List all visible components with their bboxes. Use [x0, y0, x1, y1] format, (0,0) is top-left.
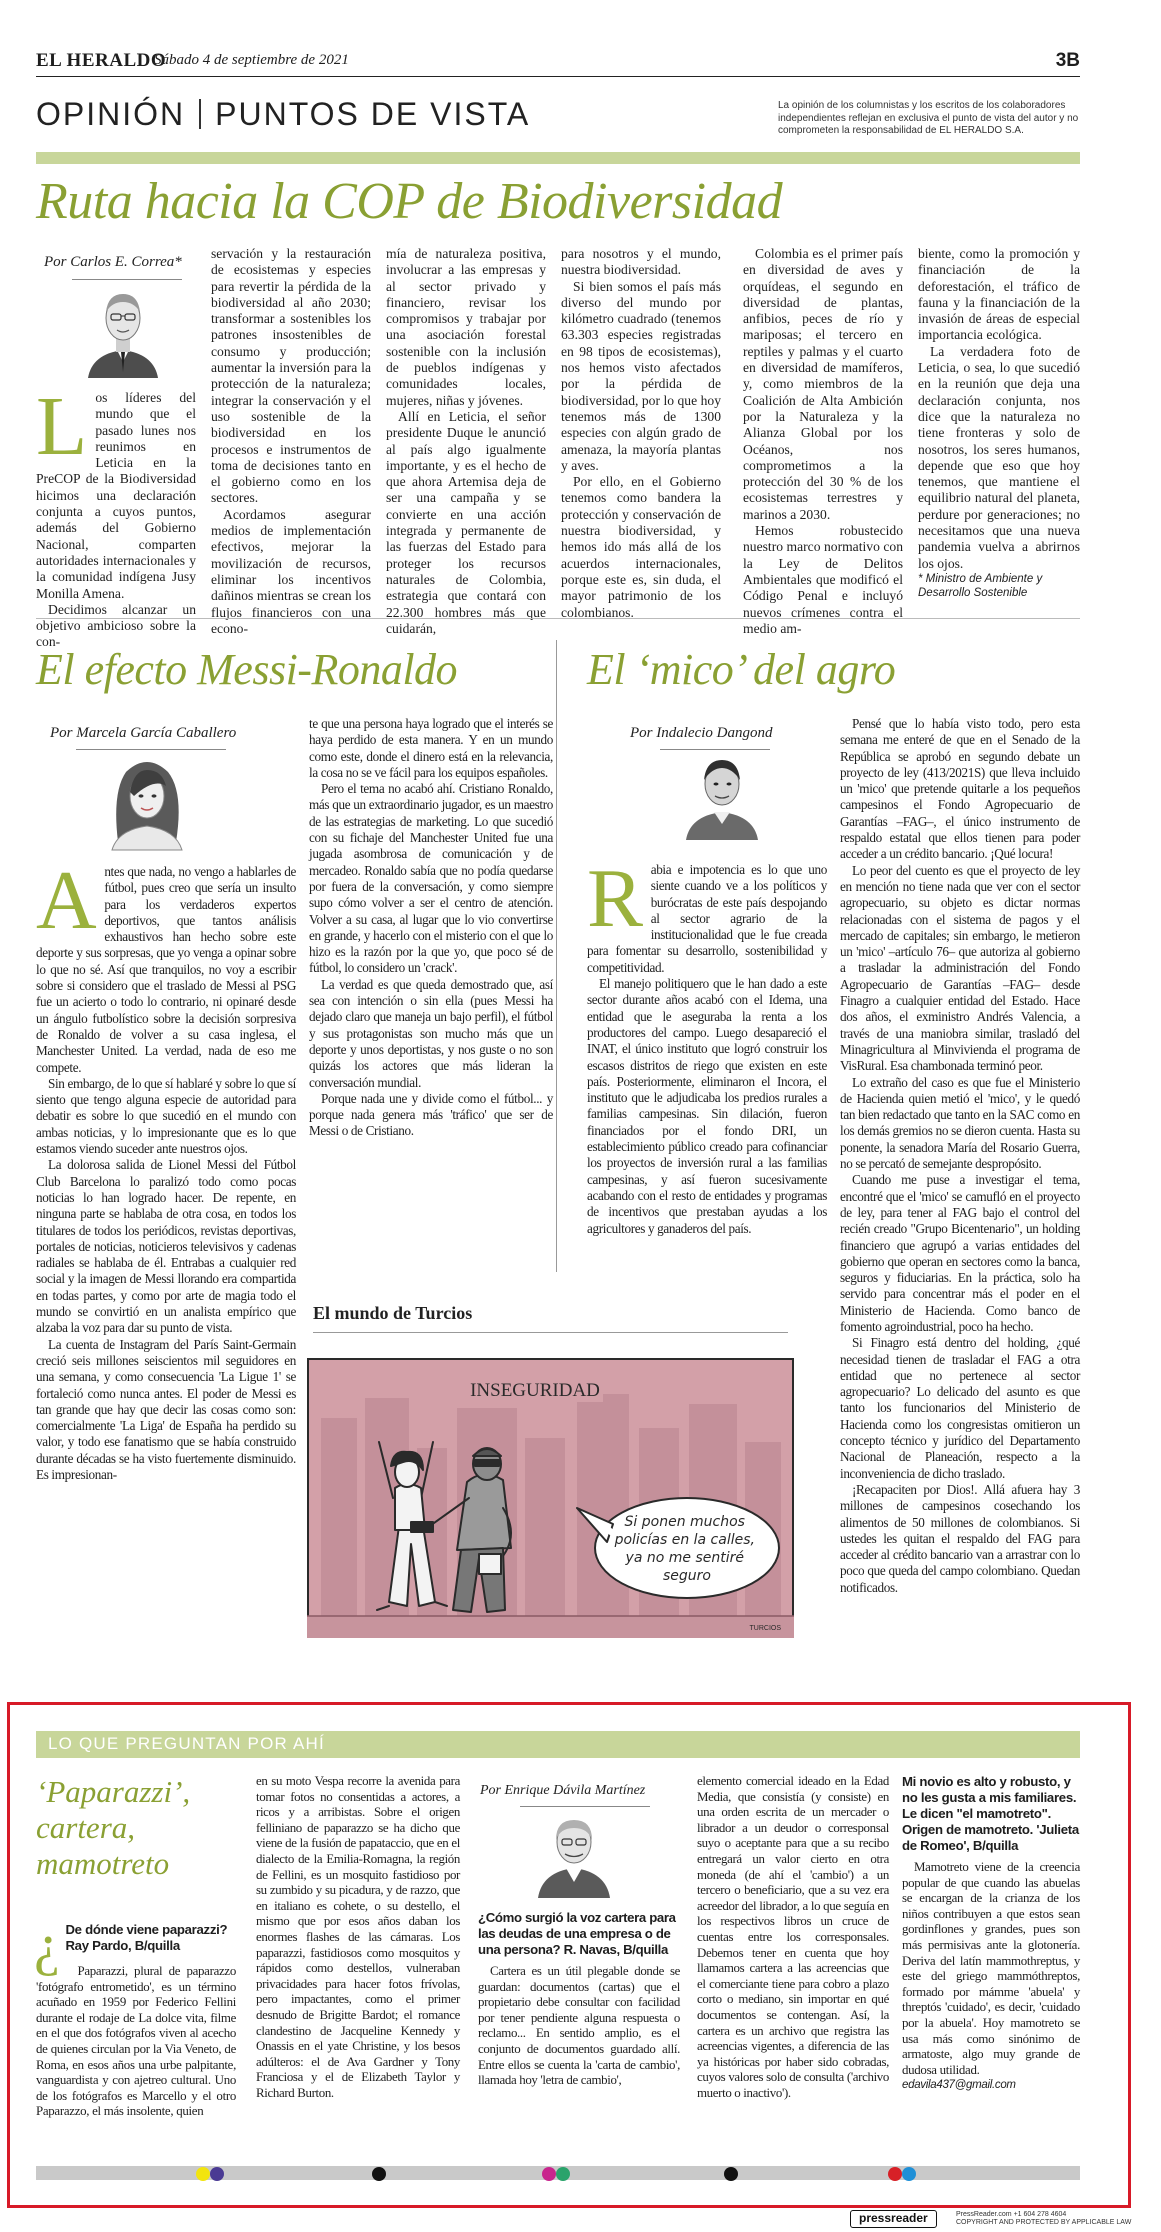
section-name-opinion: OPINIÓN: [36, 96, 186, 132]
headline-lo-que-preguntan: ‘Paparazzi’, cartera, mamotreto: [36, 1774, 191, 1881]
article-cop-column-4: para nosotros y el mundo, nuestra biodiversidad. Si bien somos el país más diverso del mundo por kilómetro cuadrado (tenemos 63.303 especies registradas en 98 tipos de ecosistemas), nos hemos visto afectados por la pérdida de biodiversidad, por lo que hoy tenemos más de 1300 especies con algún grado de amenaza, la mayoría plantas y aves. Por ello, en el Gobierno tenemos como bandera la protección y conservación de nuestra biodiversidad, y hemos ido más allá de los acuerdos internacionales, porque este es, sin duda, el mayor patrimonio de los colombianos.: [561, 246, 721, 620]
byline-messi: Por Marcela García Caballero: [50, 725, 237, 741]
article-separator: [36, 618, 1080, 619]
byline-lo-que-preguntan: Por Enrique Dávila Martínez: [480, 1783, 646, 1798]
cartoonist-signature: TURCIOS: [749, 1625, 781, 1632]
article-mico-column-2: Pensé que lo había visto todo, pero esta semana me enteré de que en el Senado de la República se aprobó en segundo debate un proyecto de ley (413/2021S) que lleva incluido un 'mico' que pretende quitarle a los pequeños campesinos el Fondo Agropecuario de Garantías –FAG–, el único instrumento de respaldo estatal que ellos tienen para poder acceder a un crédito bancario. ¡Qué locura! Lo peor del cuento es que el proyecto de ley en mención no tiene nada que ver con el sector agropecuario, su objeto es dictar normas relacionadas con el sistema de pagos y el mercado de capitales; sin embargo, le metieron un 'mico' –artículo 76– que autoriza al gobierno a trasladar la administración del Fondo Agropecuario de Garantías –FAG– desde Finagro a cualquier entidad del Estado. Hace dos años, el exministro Andrés Valencia, a través de una maniobra similar, trasladó del Minagricultura al Minvivienda el programa de VisRural. Esa chambonada terminó peor. Lo extraño del caso es que fue el Ministerio de Hacienda quien metió el 'mico', y le quedó tan bien redactado que tanto en la SAC como en los demás gremios no se dieron cuenta. Hasta su ponente, la senadora María del Rosario Guerra, no se percató de semejante despropósito. Cuando me puse a investigar el tema, encontré que el 'mico' se camufló en el proyecto de ley, para tener al FAG bajo el control del recién creado "Grupo Bicentenario", un holding financiero que agrupó a varias entidades del gobierno que operan en sectores como la banca, seguros y fiduciarias. En la práctica, solo ha servido para concentrar más el poder en el Ministerio de Hacienda. Como banco de fomento agroindustrial, poco ha hecho. Si Finagro está dentro del holding, ¿qué necesidad tienen de trasladar el FAG a otra entidad que no pertenece al sector agropecuario? Lo delicado del asunto es que tanto los funcionarios del Ministerio de Hacienda como los congresistas omitieron un concepto técnico y jurídico del Departamento Nacional de Planeación, respecto a la inconveniencia de dicho traslado. ¡Recapaciten por Dios!. Allá afuera hay 3 millones de campesinos cosechando los alimentos de 50 millones de colombianos. Si ustedes les quitan el respaldo del FAG para acceder al crédito bancario van a arrastrar con lo poco que queda del campo colombiano. Quedan notificados.: [840, 716, 1080, 1595]
registration-dot-blue: [902, 2167, 916, 2181]
bubble-line-2: policías en la calles,: [614, 1532, 755, 1548]
pressreader-footer: [850, 2210, 1132, 2230]
dropcap-messi: A: [36, 854, 97, 947]
bubble-line-3: ya no me sentiré: [625, 1550, 744, 1566]
article-cop-column-6: biente, como la promoción y financiación de la deforestación, el tráfico de fauna y la financiación de la invasión de áreas de especial importancia ecológica. La verdadera foto de Leticia, o sea, lo que sucedió en la reunión que deja una declaración conjunta, nos dice que la naturaleza no tiene fronteras y solo de nosotros, los seres humanos, depende que eso que hoy tenemos, que mantiene el equilibrio natural del planeta, perdure por generaciones; no necesitamos que una nueva pandemia vuelva a abrirnos los ojos. * Ministro de Ambiente y Desarrollo Sostenible: [918, 246, 1080, 599]
lq-column-3: ¿Cómo surgió la voz cartera para las deudas de una empresa o de una persona? R. Navas, B/quilla Cartera es un útil plegable donde se guardan: documentos (cartas) que el propietario debe consultar con facilidad por tener pendiente alguna respuesta o reclamo... En sentido amplio, es el conjunto de documentos guardado allí. Entre ellos se cuenta la 'carta de cambio', llamada hoy 'letra de cambio',: [478, 1910, 680, 2088]
issue-date: Sábado 4 de septiembre de 2021: [154, 52, 349, 68]
registration-dot-green: [556, 2167, 570, 2181]
byline-rule: [76, 749, 226, 750]
newspaper-brand: EL HERALDO: [36, 50, 167, 71]
byline-rule: [660, 749, 770, 750]
banner-label: LO QUE PREGUNTAN POR AHÍ: [48, 1734, 325, 1753]
registration-dot-black: [372, 2167, 386, 2181]
article-cop-column-2: servación y la restauración de ecosistemas y especies para revertir la pérdida de la biodiversidad al año 2030; transformar a sostenibles los patrones insostenibles de consumo y producción; aumentar la inversión para la protección de la naturaleza; integrar la conservación y el uso sostenible de la biodiversidad en los procesos e instrumentos de toma de decisiones tanto en el gobierno como en los sectores. Acordamos asegurar medios de implementación efectivos, mejorar la movilización de recursos, eliminar los incentivos dañinos mientras se crean los flujos financieros con una econo-: [211, 246, 371, 636]
section-disclaimer: La opinión de los columnistas y los escritos de los colaboradores independientes reflejan en exclusiva el punto de vista del autor y no comprometen la responsabilidad de EL HERALDO S.A.: [778, 100, 1079, 136]
lq-column-2: en su moto Vespa recorre la avenida para tomar fotos no consentidas a actores, a ricos y a arribistas. Sobre el origen felliniano de paparazzo se ha dicho que viene de la fusión de papataccio, que en el dialecto de la Emilia-Romagna, la región de Fellini, es un mosquito fastidioso por su zumbido y su picadura, y de razzo, que en italiano es cohete, o su destello, el mismo que por esos años daban los enormes flashes de las cámaras. Los paparazzi, fastidiosos como mosquitos y rápidos como destellos, vulneraban privacidades para hacer fotos frívolas, pero impactantes, como el primer desnudo de Brigitte Bardot; el romance clandestino de Jacqueline Kennedy y Onassis en el yate Christine, y los besos adúlteros: el de Ava Gardner y Tony Franciosa y el de Elizabeth Taylor y Richard Burton.: [256, 1774, 460, 2100]
author-signature-cop: * Ministro de Ambiente y Desarrollo Sostenible: [918, 572, 1043, 599]
registration-dot-black: [724, 2167, 738, 2181]
question-1: De dónde viene paparazzi? Ray Pardo, B/quilla: [65, 1922, 228, 1953]
headline-cop: Ruta hacia la COP de Biodiversidad: [36, 173, 783, 230]
question-3: Mi novio es alto y robusto, y no les gusta a mis familiares. Le dicen "el mamotreto". Origen de mamotreto. 'Julieta de Romeo', B/quilla: [902, 1774, 1079, 1853]
registration-dot-red: [888, 2167, 902, 2181]
cartoon-sign: INSEGURIDAD: [470, 1380, 600, 1401]
cartoon-section-title: El mundo de Turcios: [313, 1303, 473, 1323]
lq-column-4: elemento comercial ideado en la Edad Media, que consistía (y consiste) en una orden escrita de un mercader o librador a un deudor o corresponsal suyo o aceptante para que a su recibo entregará un valor cierto en otra moneda (de ahí el 'cambio') a un tercero o beneficiario, que a su vez era acreedor del librador, a lo que seguía en los respectivos libros un cruce de cuentas entre los corresponsales. Debemos tener en cuenta que hoy llamamos cartera a las acreencias que el comerciante tiene para cobro a plazo corto o mediano, sin importar en qué documentos se contengan. Así, la cartera es un archivo que registra las acreencias vigentes, a diferencia de las ya históricas por haber sido cobradas, cuyos valores solo de consulta ('archivo muerto o inactivo').: [697, 1774, 889, 2100]
registration-dot-purple: [210, 2167, 224, 2181]
author-portrait-correa: [82, 282, 164, 378]
cartoon-rule: [313, 1332, 788, 1333]
article-messi-column-1: A ntes que nada, no vengo a hablarles de fútbol, pues creo que sería un insulto para los verdaderos expertos deportivos, que tantos análisis exhaustivos han hecho sobre este deporte y sus sorpresas, que yo venga a opinar sobre lo que no sé. Así que tranquilos, no voy a escribir sobre si considero que el traslado de Messi al PSG fue un acierto o todo lo contrario, ni opinaré desde un ángulo futbolístico sobre la decisión sorpresiva de Ronaldo de volver a su casa inglesa, el Manchester United. La verdad, nada de eso me compete. Sin embargo, de lo que sí hablaré y sobre lo que sí siento que tengo alguna especie de autoridad para debatir es sobre lo que sucedió en el mundo con ambas noticias, y lo impresionante que es lo que estamos viendo suceder ante nuestros ojos. La dolorosa salida de Lionel Messi del Fútbol Club Barcelona lo paralizó todo como pocas noticias lo han logrado hacer. De repente, en ninguna parte se hablaba de otra cosa, en todos los titulares de todos los periódicos, revistas deportivas, portales de noticias, noticieros televisivos y cadenas radiales se hablaba de él. Entrabas a cualquier red social y la imagen de Messi llorando era compartida en todas partes, y como por arte de magia todo el mundo se convirtió en un analista empírico que alzaba la voz para dar su punto de vista. La cuenta de Instagram del París Saint-Germain creció seis millones seiscientos mil seguidores en una semana, y como consecuencia 'La Ligue 1' se fortaleció como nunca antes. El poder de Messi es tan grande que hay que decir las cosas como son: comercialmente 'La Liga' de España ha perdido su valor, y todo ese fanatismo que se había construido durante décadas se ha visto fuertemente disminuido. Es impresionan-: [36, 854, 296, 1482]
headline-mico: El ‘mico’ del agro: [587, 645, 896, 694]
headline-messi: El efecto Messi-Ronaldo: [36, 645, 458, 694]
section-divider: [199, 99, 201, 129]
pressreader-fineprint: PressReader.com +1 604 278 4604 COPYRIGHT AND PROTECTED BY APPLICABLE LAW: [956, 2211, 1132, 2226]
dropcap-mico: R: [587, 852, 643, 945]
page-number: 3B: [1055, 50, 1080, 71]
byline-rule: [520, 1806, 650, 1807]
bubble-line-4: seguro: [663, 1568, 711, 1584]
byline-rule: [72, 279, 182, 280]
article-messi-column-2: te que una persona haya logrado que el interés se haya perdido de esta manera. Y en un mundo como este, donde el dinero está en la relevancia, la cosa no se ve fácil para los equipos españoles. Pero el tema no acabó ahí. Cristiano Ronaldo, más que un extraordinario jugador, es un maestro de las estrategias de marketing. Lo que sucedió con su fichaje del Manchester United fue una jugada asombrosa de comunicación y de mercadeo. Ronaldo sabía que no podía quedarse por fuera de la conversación, y como siempre supo cómo volver a ser el centro de atención. Volver a su casa, al lugar que lo vio convertirse en grande, y hacerlo con el misterio con el que lo hizo es la razón por la que yo, que poco sé de fútbol, lo considero un 'crack'. La verdad es que queda demostrado que, así sea con intención o sin ella (pues Messi ha dejado claro que maneja un bajo perfil), el fútbol y sus protagonistas son mucho más que un deporte y unos deportistas, y nos guste o no son quizás los actores que más lideran la conversación mundial. Porque nada une y divide como el fútbol... y porque nada genera más 'tráfico' que ser de Messi o de Cristiano.: [309, 716, 553, 1139]
masthead-rule: [36, 76, 1080, 77]
byline-mico: Por Indalecio Dangond: [630, 725, 773, 741]
editorial-cartoon: [307, 1358, 794, 1638]
registration-dot-magenta: [542, 2167, 556, 2181]
section-header: [36, 96, 1080, 140]
question-2: ¿Cómo surgió la voz cartera para las deudas de una empresa o de una persona? R. Navas, B/quilla: [478, 1910, 676, 1957]
author-portrait-dangond: [682, 752, 762, 840]
lq-column-1: ¿ De dónde viene paparazzi? Ray Pardo, B/quilla Paparazzi, plural de paparazzo 'fotógrafo entrometido', es un término acuñado en 1959 por Federico Fellini durante el rodaje de La dolce vita, filme en el que dos fotógrafos viven al acecho de quienes circulan por la Via Veneto, de Roma, en esos años una urbe palpitante, vanguardista y con ajetreo cultural. Uno de los fotógrafos es Marcello y el otro Paparazzo, el más insolente, quien: [34, 1912, 236, 2119]
lq-column-5: Mi novio es alto y robusto, y no les gusta a mis familiares. Le dicen "el mamotreto". Origen de mamotreto. 'Julieta de Romeo', B/quilla Mamotreto viene de la creencia popular de que cuando las abuelas se encargan de la crianza de los niños contribuyen a que estos sean gordinflones y grandes, pues son más permisivas ante la glotonería. Deriva del latín mammothreptus, y este del griego mammóthreptos, formado por mámme 'abuela' y threptós 'cuidado', es decir, 'cuidado por la abuela'. Hoy mamotreto se usa más como sinónimo de armatoste, algo muy grande de dudosa utilidad. edavila437@gmail.com: [902, 1774, 1080, 2092]
author-email: edavila437@gmail.com: [902, 2079, 1016, 2092]
question-mark-glyph: ¿: [34, 1912, 60, 1977]
pressreader-logo: pressreader: [850, 2210, 937, 2228]
registration-dot-yellow: [196, 2167, 210, 2181]
byline-cop: Por Carlos E. Correa*: [44, 254, 182, 270]
section-name-puntos: PUNTOS DE VISTA: [215, 96, 531, 132]
dropcap-cop: L: [36, 380, 88, 473]
article-mico-column-1: R abia e impotencia es lo que uno siente cuando ve a los políticos y burócratas de este país despojando al sector agrario de la institucionalidad que le fue creada para fomentar su desarrollo, sostenibilidad y competitividad. El manejo politiquero que le han dado a este sector durante años acabó con el Idema, una entidad que le aseguraba la renta a los productores del campo. Luego desapareció el INAT, el único instituto que logró construir los escasos distritos de riego que existen en este país. Posteriormente, eliminaron el Incora, el instituto que le adjudicaba los predios rurales a familias campesinas. Sin dilación, fueron financiados por el fondo DRI, un establecimiento público creado para cofinanciar los proyectos de inversión rural a las familias campesinas, y así fueron sucesivamente acabando con el resto de entidades y programas de incentivos que prestaban ayudas a los agricultores y ganaderos del país.: [587, 852, 827, 1236]
bubble-line-1: Si ponen muchos: [624, 1514, 745, 1530]
column-divider: [556, 640, 557, 1272]
article-cop-column-5: Colombia es el primer país en diversidad de aves y orquídeas, el segundo en diversidad de plantas, anfibios, peces de río y mariposas; el tercero en reptiles y palmas y el cuarto en diversidad de mamíferos, y, como miembros de la Coalición de Alta Ambición por la Naturaleza y la Alianza Global por los Océanos, nos comprometimos a la protección del 30 % de los ecosistemas terrestres y marinos a 2030. Hemos robustecido nuestro marco normativo con la Ley de Delitos Ambientales que modificó el Código Penal e incluyó nuevos crímenes contra el medio am-: [743, 246, 903, 636]
author-portrait-davila: [534, 1810, 614, 1898]
section-title: [36, 96, 530, 133]
author-portrait-garcia: [104, 752, 190, 850]
article-cop-column-1: L os líderes del mundo que el pasado lunes nos reunimos en Leticia en la PreCOP de la Biodiversidad hicimos una declaración conjunta a cuyos puntos, además del Gobierno Nacional, comparten autoridades internacionales y la comunidad indígena Jusy Monilla Amena. Decidimos alcanzar un objetivo ambicioso sobre la con-: [36, 380, 196, 650]
article-cop-column-3: mía de naturaleza positiva, involucrar a las empresas y al sector privado y financiero, revisar los compromisos y trabajar por una asociación forestal sostenible con la inclusión de pueblos indígenas y comunidades locales, mujeres, niñas y jóvenes. Allí en Leticia, el señor presidente Duque le anunció al país algo igualmente importante, y es el hecho de que ahora Artemisa deja de ser una campaña y se convierte en una acción integrada y permanente de las fuerzas del Estado para proteger los recursos naturales de Colombia, estrategia que contará con 22.300 hombres más que cuidarán,: [386, 246, 546, 636]
section-accent-bar: [36, 152, 1080, 164]
masthead: [36, 50, 1080, 72]
lo-que-preguntan-banner: [36, 1731, 1080, 1758]
